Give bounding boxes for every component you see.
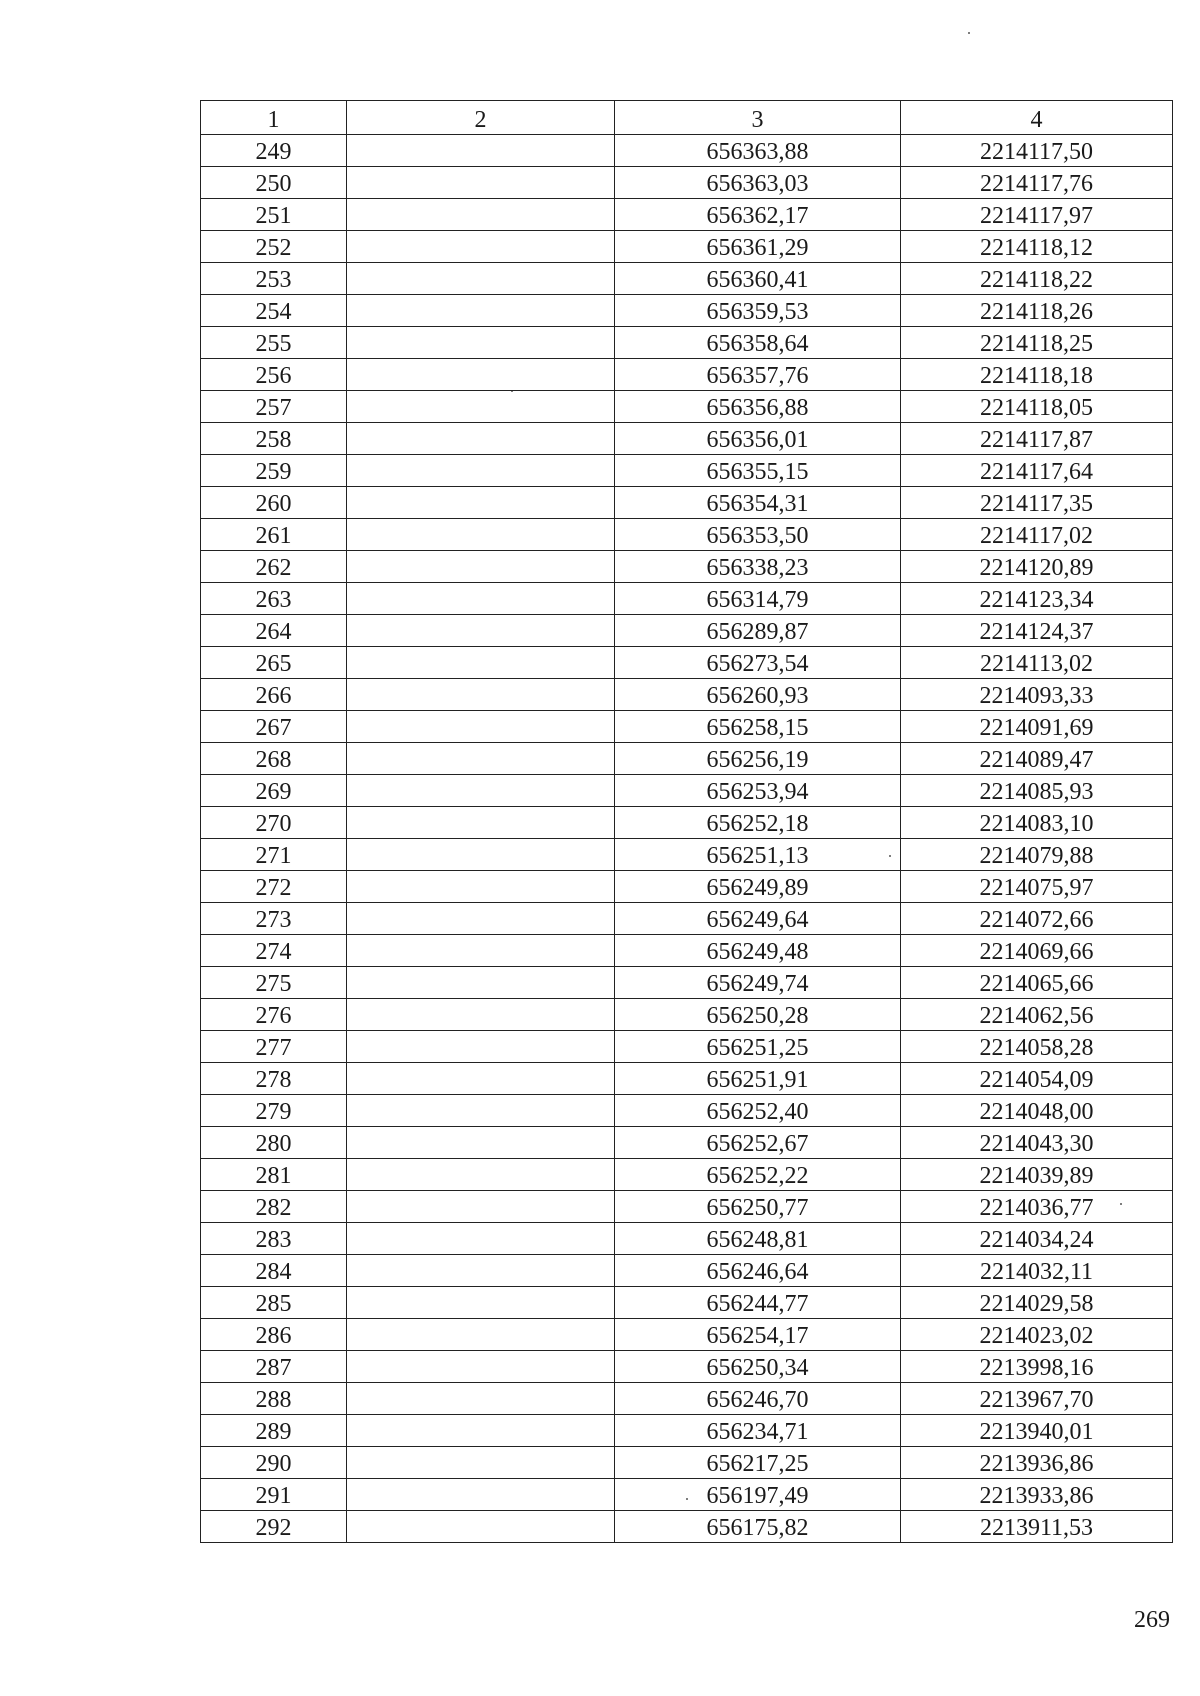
cell-point-number: 261 <box>201 519 347 551</box>
cell-point-number: 273 <box>201 903 347 935</box>
cell-name <box>347 135 615 167</box>
cell-point-number: 263 <box>201 583 347 615</box>
table-row <box>201 359 1173 391</box>
cell-y-coordinate: 2214118,12 <box>901 231 1173 263</box>
table-row <box>201 839 1173 871</box>
table-row <box>201 551 1173 583</box>
table-row <box>201 1351 1173 1383</box>
cell-point-number: 291 <box>201 1479 347 1511</box>
cell-point-number: 274 <box>201 935 347 967</box>
cell-x-coordinate: 656355,15 <box>615 455 901 487</box>
table-row <box>201 1223 1173 1255</box>
cell-y-coordinate: 2214029,58 <box>901 1287 1173 1319</box>
cell-x-coordinate: 656246,70 <box>615 1383 901 1415</box>
table-header <box>201 101 1173 135</box>
cell-point-number: 250 <box>201 167 347 199</box>
cell-y-coordinate: 2214118,18 <box>901 359 1173 391</box>
cell-x-coordinate: 656360,41 <box>615 263 901 295</box>
cell-x-coordinate: 656363,88 <box>615 135 901 167</box>
cell-y-coordinate: 2214079,88 <box>901 839 1173 871</box>
cell-name <box>347 167 615 199</box>
cell-point-number: 280 <box>201 1127 347 1159</box>
cell-point-number: 268 <box>201 743 347 775</box>
table-row <box>201 871 1173 903</box>
cell-point-number: 279 <box>201 1095 347 1127</box>
cell-name <box>347 999 615 1031</box>
table-body <box>201 135 1173 1543</box>
cell-y-coordinate: 2214083,10 <box>901 807 1173 839</box>
cell-name <box>347 679 615 711</box>
cell-x-coordinate: 656249,89 <box>615 871 901 903</box>
cell-x-coordinate: 656244,77 <box>615 1287 901 1319</box>
cell-x-coordinate: 656252,22 <box>615 1159 901 1191</box>
cell-point-number: 253 <box>201 263 347 295</box>
cell-y-coordinate: 2214117,97 <box>901 199 1173 231</box>
cell-name <box>347 903 615 935</box>
cell-x-coordinate: 656253,94 <box>615 775 901 807</box>
cell-name <box>347 1351 615 1383</box>
cell-y-coordinate: 2214065,66 <box>901 967 1173 999</box>
table-row <box>201 1159 1173 1191</box>
cell-y-coordinate: 2214091,69 <box>901 711 1173 743</box>
cell-x-coordinate: 656359,53 <box>615 295 901 327</box>
table-row <box>201 903 1173 935</box>
table-row <box>201 327 1173 359</box>
cell-y-coordinate: 2214123,34 <box>901 583 1173 615</box>
table-row <box>201 455 1173 487</box>
cell-y-coordinate: 2214117,02 <box>901 519 1173 551</box>
cell-name <box>347 615 615 647</box>
cell-x-coordinate: 656362,17 <box>615 199 901 231</box>
cell-name <box>347 743 615 775</box>
cell-point-number: 256 <box>201 359 347 391</box>
cell-x-coordinate: 656361,29 <box>615 231 901 263</box>
cell-x-coordinate: 656252,40 <box>615 1095 901 1127</box>
cell-y-coordinate: 2214048,00 <box>901 1095 1173 1127</box>
cell-name <box>347 1159 615 1191</box>
cell-point-number: 275 <box>201 967 347 999</box>
cell-point-number: 290 <box>201 1447 347 1479</box>
cell-y-coordinate: 2214069,66 <box>901 935 1173 967</box>
cell-x-coordinate: 656356,88 <box>615 391 901 423</box>
cell-name <box>347 1255 615 1287</box>
cell-name <box>347 1319 615 1351</box>
scan-speck <box>968 32 970 34</box>
table-row <box>201 1063 1173 1095</box>
cell-point-number: 260 <box>201 487 347 519</box>
cell-x-coordinate: 656273,54 <box>615 647 901 679</box>
cell-point-number: 264 <box>201 615 347 647</box>
cell-x-coordinate: 656249,74 <box>615 967 901 999</box>
cell-x-coordinate: 656234,71 <box>615 1415 901 1447</box>
cell-name <box>347 231 615 263</box>
column-header-4: 4 <box>901 101 1173 135</box>
cell-x-coordinate: 656256,19 <box>615 743 901 775</box>
cell-x-coordinate: 656250,34 <box>615 1351 901 1383</box>
cell-name <box>347 1095 615 1127</box>
cell-y-coordinate: 2214062,56 <box>901 999 1173 1031</box>
cell-name <box>347 1447 615 1479</box>
cell-x-coordinate: 656356,01 <box>615 423 901 455</box>
table-row <box>201 1095 1173 1127</box>
cell-name <box>347 1031 615 1063</box>
cell-x-coordinate: 656217,25 <box>615 1447 901 1479</box>
cell-name <box>347 647 615 679</box>
cell-x-coordinate: 656363,03 <box>615 167 901 199</box>
cell-name <box>347 487 615 519</box>
table-row <box>201 295 1173 327</box>
cell-point-number: 270 <box>201 807 347 839</box>
table-row <box>201 679 1173 711</box>
cell-x-coordinate: 656338,23 <box>615 551 901 583</box>
cell-y-coordinate: 2214058,28 <box>901 1031 1173 1063</box>
cell-y-coordinate: 2214085,93 <box>901 775 1173 807</box>
table-row <box>201 199 1173 231</box>
cell-x-coordinate: 656358,64 <box>615 327 901 359</box>
cell-x-coordinate: 656250,77 <box>615 1191 901 1223</box>
cell-x-coordinate: 656250,28 <box>615 999 901 1031</box>
cell-y-coordinate: 2214075,97 <box>901 871 1173 903</box>
column-header-3: 3 <box>615 101 901 135</box>
cell-x-coordinate: 656260,93 <box>615 679 901 711</box>
cell-y-coordinate: 2214118,22 <box>901 263 1173 295</box>
table-row <box>201 807 1173 839</box>
cell-name <box>347 967 615 999</box>
table-row <box>201 423 1173 455</box>
table-row <box>201 775 1173 807</box>
table-row <box>201 999 1173 1031</box>
table-row <box>201 167 1173 199</box>
cell-name <box>347 711 615 743</box>
table-row <box>201 1511 1173 1543</box>
cell-point-number: 269 <box>201 775 347 807</box>
table-row <box>201 743 1173 775</box>
cell-x-coordinate: 656258,15 <box>615 711 901 743</box>
table-row <box>201 615 1173 647</box>
cell-point-number: 285 <box>201 1287 347 1319</box>
cell-x-coordinate: 656354,31 <box>615 487 901 519</box>
cell-name <box>347 423 615 455</box>
cell-y-coordinate: 2213998,16 <box>901 1351 1173 1383</box>
cell-name <box>347 1383 615 1415</box>
cell-x-coordinate: 656314,79 <box>615 583 901 615</box>
cell-point-number: 254 <box>201 295 347 327</box>
cell-point-number: 272 <box>201 871 347 903</box>
cell-x-coordinate: 656289,87 <box>615 615 901 647</box>
table-row <box>201 231 1173 263</box>
header-row <box>201 101 1173 135</box>
cell-x-coordinate: 656249,48 <box>615 935 901 967</box>
cell-point-number: 251 <box>201 199 347 231</box>
cell-y-coordinate: 2213933,86 <box>901 1479 1173 1511</box>
cell-name <box>347 455 615 487</box>
cell-y-coordinate: 2214032,11 <box>901 1255 1173 1287</box>
cell-y-coordinate: 2214124,37 <box>901 615 1173 647</box>
cell-point-number: 255 <box>201 327 347 359</box>
table-row <box>201 1191 1173 1223</box>
cell-point-number: 277 <box>201 1031 347 1063</box>
cell-y-coordinate: 2214117,76 <box>901 167 1173 199</box>
cell-name <box>347 1415 615 1447</box>
cell-name <box>347 359 615 391</box>
cell-x-coordinate: 656248,81 <box>615 1223 901 1255</box>
cell-point-number: 276 <box>201 999 347 1031</box>
cell-point-number: 286 <box>201 1319 347 1351</box>
cell-point-number: 288 <box>201 1383 347 1415</box>
cell-point-number: 292 <box>201 1511 347 1543</box>
cell-x-coordinate: 656251,13 <box>615 839 901 871</box>
cell-point-number: 266 <box>201 679 347 711</box>
cell-point-number: 289 <box>201 1415 347 1447</box>
table-row <box>201 1255 1173 1287</box>
cell-name <box>347 1479 615 1511</box>
cell-y-coordinate: 2213936,86 <box>901 1447 1173 1479</box>
cell-point-number: 267 <box>201 711 347 743</box>
cell-name <box>347 295 615 327</box>
cell-name <box>347 775 615 807</box>
cell-y-coordinate: 2214120,89 <box>901 551 1173 583</box>
cell-name <box>347 935 615 967</box>
cell-x-coordinate: 656254,17 <box>615 1319 901 1351</box>
cell-y-coordinate: 2214117,64 <box>901 455 1173 487</box>
cell-point-number: 287 <box>201 1351 347 1383</box>
page-number: 269 <box>1134 1607 1170 1633</box>
cell-x-coordinate: 656252,67 <box>615 1127 901 1159</box>
cell-x-coordinate: 656357,76 <box>615 359 901 391</box>
cell-y-coordinate: 2214093,33 <box>901 679 1173 711</box>
table-row <box>201 583 1173 615</box>
cell-point-number: 257 <box>201 391 347 423</box>
cell-name <box>347 1511 615 1543</box>
cell-name <box>347 519 615 551</box>
cell-y-coordinate: 2213911,53 <box>901 1511 1173 1543</box>
coordinates-table <box>200 100 1173 1543</box>
cell-point-number: 249 <box>201 135 347 167</box>
cell-point-number: 284 <box>201 1255 347 1287</box>
cell-y-coordinate: 2214117,50 <box>901 135 1173 167</box>
cell-x-coordinate: 656246,64 <box>615 1255 901 1287</box>
cell-point-number: 271 <box>201 839 347 871</box>
table-row <box>201 487 1173 519</box>
table-row <box>201 1031 1173 1063</box>
table-row <box>201 1447 1173 1479</box>
table-row <box>201 1127 1173 1159</box>
column-header-1: 1 <box>201 101 347 135</box>
cell-y-coordinate: 2214034,24 <box>901 1223 1173 1255</box>
table-row <box>201 1319 1173 1351</box>
cell-name <box>347 391 615 423</box>
cell-name <box>347 327 615 359</box>
cell-x-coordinate: 656249,64 <box>615 903 901 935</box>
cell-name <box>347 839 615 871</box>
cell-point-number: 283 <box>201 1223 347 1255</box>
cell-point-number: 262 <box>201 551 347 583</box>
table-row <box>201 391 1173 423</box>
cell-name <box>347 871 615 903</box>
cell-name <box>347 199 615 231</box>
cell-name <box>347 1063 615 1095</box>
cell-y-coordinate: 2214113,02 <box>901 647 1173 679</box>
table-row <box>201 263 1173 295</box>
cell-name <box>347 1191 615 1223</box>
cell-y-coordinate: 2214117,35 <box>901 487 1173 519</box>
cell-y-coordinate: 2214036,77 <box>901 1191 1173 1223</box>
cell-y-coordinate: 2214023,02 <box>901 1319 1173 1351</box>
table-row <box>201 967 1173 999</box>
table-row <box>201 1479 1173 1511</box>
cell-name <box>347 1127 615 1159</box>
cell-y-coordinate: 2214043,30 <box>901 1127 1173 1159</box>
cell-x-coordinate: 656197,49 <box>615 1479 901 1511</box>
cell-name <box>347 807 615 839</box>
cell-point-number: 278 <box>201 1063 347 1095</box>
cell-y-coordinate: 2214054,09 <box>901 1063 1173 1095</box>
column-header-2: 2 <box>347 101 615 135</box>
cell-y-coordinate: 2214118,26 <box>901 295 1173 327</box>
cell-name <box>347 263 615 295</box>
cell-x-coordinate: 656251,91 <box>615 1063 901 1095</box>
cell-point-number: 252 <box>201 231 347 263</box>
cell-point-number: 281 <box>201 1159 347 1191</box>
cell-x-coordinate: 656175,82 <box>615 1511 901 1543</box>
cell-y-coordinate: 2214072,66 <box>901 903 1173 935</box>
cell-y-coordinate: 2214117,87 <box>901 423 1173 455</box>
cell-y-coordinate: 2214118,05 <box>901 391 1173 423</box>
cell-point-number: 282 <box>201 1191 347 1223</box>
table-row <box>201 1415 1173 1447</box>
table-row <box>201 519 1173 551</box>
cell-y-coordinate: 2213967,70 <box>901 1383 1173 1415</box>
cell-name <box>347 583 615 615</box>
table-row <box>201 135 1173 167</box>
table-row <box>201 711 1173 743</box>
cell-name <box>347 1287 615 1319</box>
cell-y-coordinate: 2214039,89 <box>901 1159 1173 1191</box>
cell-point-number: 258 <box>201 423 347 455</box>
cell-x-coordinate: 656353,50 <box>615 519 901 551</box>
cell-y-coordinate: 2214118,25 <box>901 327 1173 359</box>
cell-y-coordinate: 2214089,47 <box>901 743 1173 775</box>
cell-point-number: 265 <box>201 647 347 679</box>
cell-x-coordinate: 656252,18 <box>615 807 901 839</box>
table-row <box>201 647 1173 679</box>
cell-point-number: 259 <box>201 455 347 487</box>
cell-name <box>347 551 615 583</box>
table-row <box>201 1383 1173 1415</box>
cell-name <box>347 1223 615 1255</box>
table-row <box>201 1287 1173 1319</box>
table-row <box>201 935 1173 967</box>
cell-x-coordinate: 656251,25 <box>615 1031 901 1063</box>
cell-y-coordinate: 2213940,01 <box>901 1415 1173 1447</box>
